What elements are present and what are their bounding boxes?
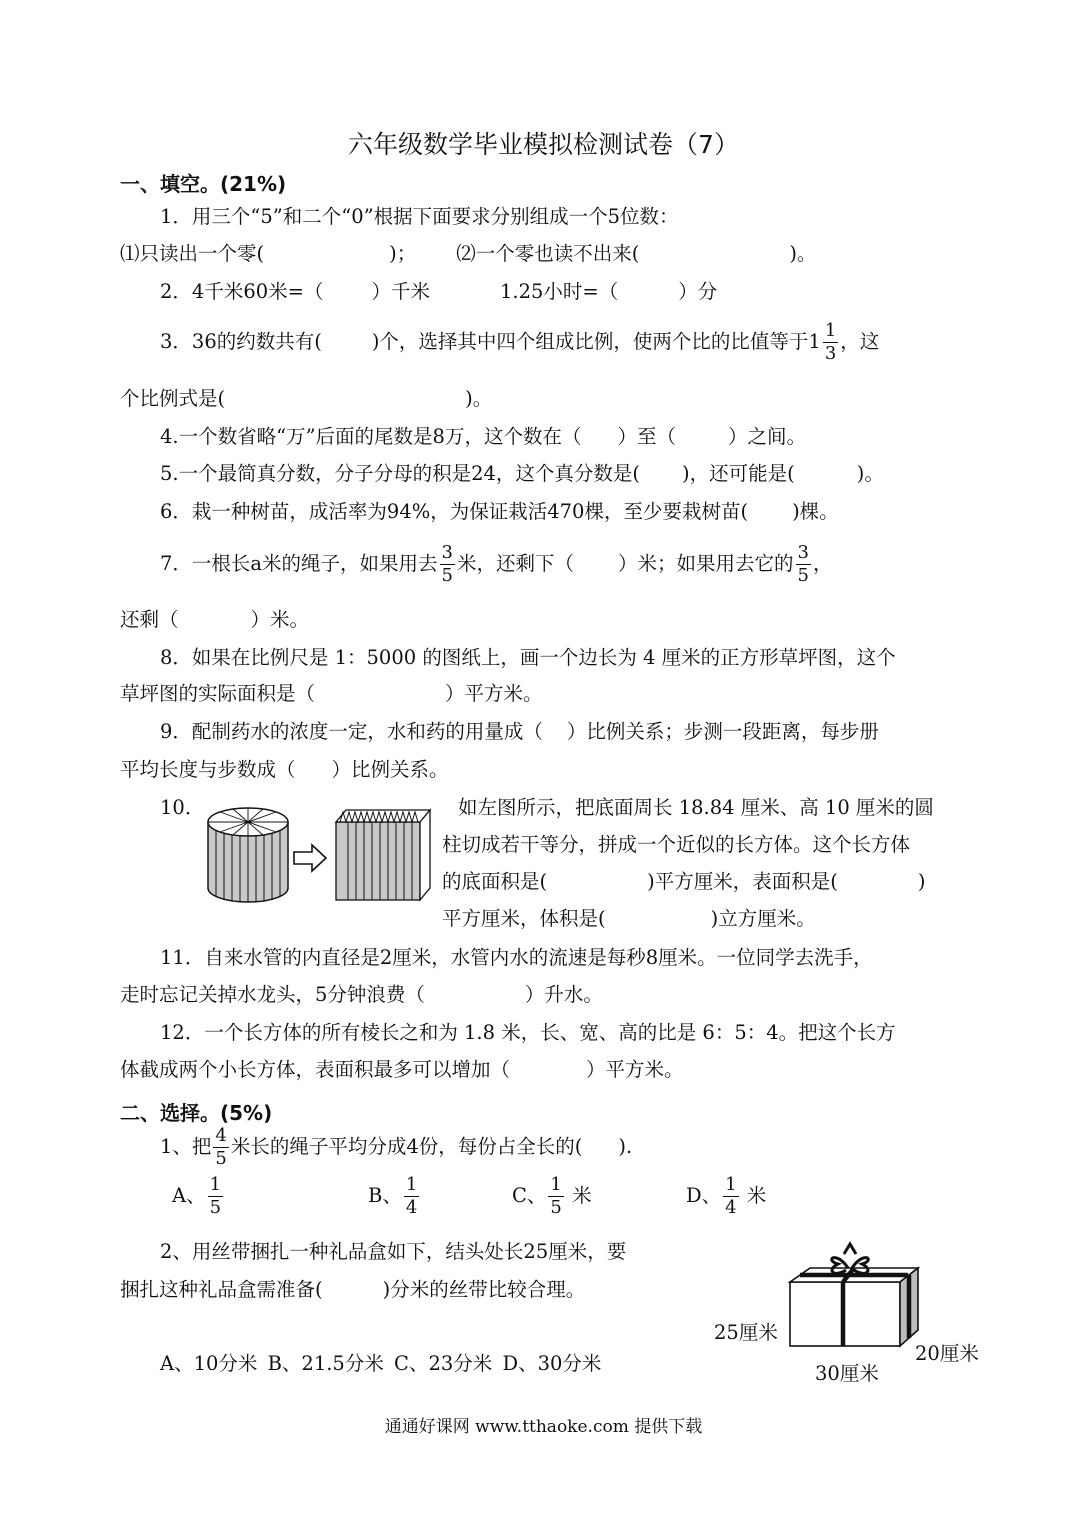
option-c-fraction: $\frac{1}{5}$ [550, 1174, 562, 1218]
q10-line1: 如左图所示，把底面周长 18.84 厘米、高 10 厘米的圆 [458, 796, 934, 819]
q12b-part2: ）平方米。 [586, 1058, 684, 1081]
q4-part1: 4.一个数省略“万”后面的尾数是8万，这个数在（ [160, 425, 582, 448]
q10-line2: 柱切成若干等分，拼成一个近似的长方体。这个长方体 [442, 833, 911, 856]
section1-heading: 一、填空。(21%) [120, 172, 287, 196]
s2-q2-options: A、10分米 B、21.5分米 C、23分米 D、30分米 [160, 1352, 602, 1375]
option-c-label: C、 [512, 1184, 547, 1207]
s2q1-fraction: $\frac{4}{5}$ [215, 1125, 227, 1169]
cylinder-to-cuboid-figure [200, 800, 445, 910]
q3b-part2: )。 [465, 387, 493, 410]
q9b-part2: ）比例关系。 [331, 758, 449, 781]
q3-part2: )个，选择其中四个组成比例，使两个比的比值等于1 [371, 330, 821, 353]
footer-credit: 通通好课网 www.tthaoke.com 提供下载 [384, 1417, 703, 1437]
q5-part2: )，还可能是( [682, 462, 795, 485]
box-height-label: 25厘米 [714, 1321, 778, 1344]
q9-line1 [160, 722, 879, 742]
q7-part4: ， [812, 552, 833, 575]
q11b-part1: 走时忘记关掉水龙头，5分钟浪费（ [120, 983, 425, 1006]
cuboid-icon [336, 810, 430, 900]
q7-line1 [160, 544, 833, 585]
q6-part1: 6．栽一种树苗，成活率为94%，为保证栽活470棵，至少要栽树苗( [160, 500, 749, 523]
q12b-part1: 体截成两个小长方体，表面积最多可以增加（ [120, 1058, 511, 1081]
box-depth-label: 20厘米 [915, 1342, 979, 1365]
q3-part1: 3．36的约数共有( [160, 330, 322, 353]
q2-line [160, 282, 717, 302]
option-c-unit: 米 [572, 1184, 592, 1207]
arrow-right-icon [294, 845, 326, 871]
option-b-label: B、 [368, 1184, 402, 1207]
option-d-fraction: $\frac{1}{4}$ [725, 1174, 737, 1218]
s2-q2-line1: 2、用丝带捆扎一种礼品盒如下，结头处长25厘米，要 [160, 1240, 627, 1263]
q5-line [160, 464, 884, 484]
q7-fraction2: $\frac{3}{5}$ [797, 542, 809, 586]
q10-line4-part1: 平方厘米，体积是( [442, 907, 606, 930]
s2q2b-part2: )分米的丝带比较合理。 [382, 1278, 586, 1301]
option-d-label: D、 [686, 1184, 722, 1207]
q1-line1: 1．用三个“5”和二个“0”根据下面要求分别组成一个5位数： [160, 205, 679, 228]
q9-part1: 9．配制药水的浓度一定，水和药的用量成（ [160, 720, 543, 743]
q12-line1: 12．一个长方体的所有棱长之和为 1.8 米，长、宽、高的比是 6：5：4。把这个长方 [160, 1021, 896, 1044]
s2q1-part2: 米长的绳子平均分成4份，每份占全长的( [230, 1135, 583, 1158]
q8b-part2: ）平方米。 [445, 682, 543, 705]
s2q2b-part1: 捆扎这种礼品盒需准备( [120, 1278, 323, 1301]
q7-part1: 7．一根长a米的绳子，如果用去 [160, 552, 438, 575]
option-d-unit: 米 [746, 1184, 767, 1207]
q1-part3: ⑵一个零也读不出来( [456, 242, 640, 265]
q11-line1: 11．自来水管的内直径是2厘米，水管内水的流速是每秒8厘米。一位同学去洗手， [160, 946, 873, 969]
q5-part1: 5.一个最简真分数，分子分母的积是24，这个真分数是( [160, 462, 641, 485]
q8-line2 [120, 684, 543, 704]
q11b-part2: ）升水。 [524, 983, 603, 1006]
q3-line2 [120, 389, 492, 409]
s2-q1-option-a [172, 1176, 225, 1217]
q1-part1: ⑴只读出一个零( [120, 242, 265, 265]
q4-line [160, 427, 806, 447]
section2-heading: 二、选择。(5%) [120, 1101, 273, 1125]
page-title: 六年级数学毕业模拟检测试卷（7） [348, 130, 739, 159]
s2-q1-option-c [512, 1176, 592, 1217]
q10-line3 [442, 872, 925, 892]
option-a-label: A、 [172, 1184, 206, 1207]
s2-q1-option-b [368, 1176, 421, 1217]
q8b-part1: 草坪图的实际面积是（ [120, 682, 316, 705]
q9-part2: ）比例关系；步测一段距离，每步册 [566, 720, 879, 743]
s2q1-part1: 1、把 [160, 1135, 212, 1158]
q8-line1: 8．如果在比例尺是 1：5000 的图纸上，画一个边长为 4 厘米的正方形草坪图，这个 [160, 646, 896, 669]
q4-part3: ）之间。 [727, 425, 806, 448]
q1-part4: )。 [789, 242, 817, 265]
q3-fraction: $\frac{1}{3}$ [824, 320, 837, 364]
q7-part3: ）米；如果用去它的 [618, 552, 794, 575]
q7b-part1: 还剩（ [120, 608, 179, 631]
box-width-label: 30厘米 [815, 1362, 879, 1385]
q11-line2 [120, 985, 603, 1005]
q6-line [160, 502, 839, 522]
q4-part2: ）至（ [617, 425, 676, 448]
q1-line2 [120, 244, 816, 264]
gift-box-figure [788, 1240, 923, 1352]
s2q1-part3: ). [618, 1135, 633, 1158]
q2-part3: 1.25小时=（ [499, 280, 619, 303]
q2-part1: 2．4千米60米=（ [160, 280, 324, 303]
q10-line3-part2: )平方厘米，表面积是( [647, 870, 838, 893]
option-b-fraction: $\frac{1}{4}$ [405, 1174, 418, 1218]
q3-part3: ，这 [840, 330, 880, 353]
q10-line4-part2: )立方厘米。 [710, 907, 816, 930]
q1-part2: )； [389, 242, 417, 265]
q10-number: 10． [160, 796, 205, 819]
q7-fraction1: $\frac{3}{5}$ [441, 542, 453, 586]
q9-line2 [120, 760, 449, 780]
q3b-part1: 个比例式是( [120, 387, 226, 410]
q3-line1 [160, 322, 879, 363]
gift-box-icon [790, 1244, 918, 1346]
q7b-part2: ）米。 [250, 608, 310, 631]
s2-q2-line2 [120, 1280, 585, 1300]
q10-line3-part1: 的底面积是( [442, 870, 548, 893]
q7-line2 [120, 610, 309, 630]
q10-line4 [442, 909, 816, 929]
q6-part2: )棵。 [792, 500, 839, 523]
q2-part4: ）分 [678, 280, 718, 303]
q9b-part1: 平均长度与步数成（ [120, 758, 296, 781]
cylinder-icon [208, 808, 288, 902]
s2-q1-option-d [686, 1176, 766, 1217]
s2-q1-line [160, 1127, 632, 1168]
q10-line3-part3: ) [917, 870, 926, 893]
q12-line2 [120, 1060, 684, 1080]
q5-part3: )。 [856, 462, 884, 485]
q2-part2: ）千米 [371, 280, 430, 303]
option-a-fraction: $\frac{1}{5}$ [209, 1174, 222, 1218]
q7-part2: 米，还剩下（ [457, 552, 575, 575]
